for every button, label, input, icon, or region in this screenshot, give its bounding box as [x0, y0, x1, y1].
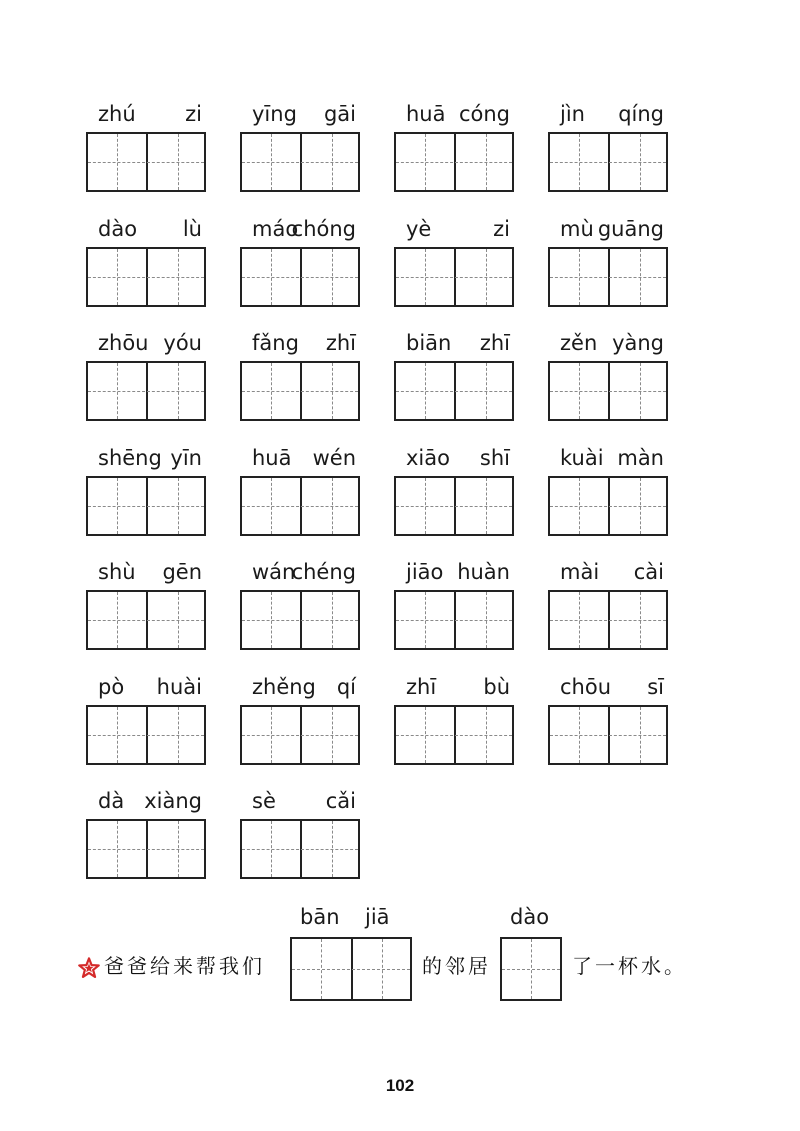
pinyin-syllable-2: bù: [483, 675, 510, 699]
answer-box[interactable]: [86, 132, 206, 192]
pinyin-syllable-2: huài: [156, 675, 202, 699]
pinyin-syllable-1: jìn: [560, 102, 585, 126]
pinyin-label: [394, 442, 518, 476]
pinyin-syllable-2: yàng: [612, 331, 664, 355]
answer-box[interactable]: [394, 705, 514, 765]
pinyin-syllable-2: zhī: [325, 331, 356, 355]
pinyin-syllable-1: shēng: [98, 446, 162, 470]
answer-box[interactable]: [240, 132, 360, 192]
pinyin-syllable-1: máo: [252, 217, 299, 241]
answer-box[interactable]: [394, 590, 514, 650]
pinyin-label: [86, 213, 210, 247]
pinyin-syllable-1: sè: [252, 789, 276, 813]
pinyin-syllable-2: cóng: [458, 102, 510, 126]
blank1-pinyin-2: jiā: [365, 905, 390, 929]
pinyin-syllable-2: chóng: [291, 217, 356, 241]
answer-box[interactable]: [548, 132, 668, 192]
pinyin-syllable-1: zhú: [98, 102, 136, 126]
sentence-part-1: 爸爸给来帮我们: [104, 954, 265, 978]
pinyin-syllable-2: qíng: [618, 102, 664, 126]
pinyin-syllable-1: jiāo: [406, 560, 444, 584]
pinyin-syllable-1: shù: [98, 560, 136, 584]
answer-box-two-characters[interactable]: [290, 937, 412, 1001]
pinyin-syllable-1: mù: [560, 217, 594, 241]
pinyin-syllable-2: gāi: [323, 102, 356, 126]
pinyin-syllable-1: pò: [98, 675, 125, 699]
pinyin-label: [86, 556, 210, 590]
pinyin-syllable-1: mài: [560, 560, 600, 584]
answer-box[interactable]: [548, 476, 668, 536]
pinyin-syllable-2: lù: [182, 217, 202, 241]
pinyin-syllable-1: wán: [252, 560, 296, 584]
answer-box-one-character[interactable]: [500, 937, 562, 1001]
answer-box[interactable]: [86, 247, 206, 307]
pinyin-label: [548, 213, 672, 247]
red-star-icon: [78, 957, 100, 979]
answer-box[interactable]: [86, 361, 206, 421]
pinyin-syllable-2: gēn: [162, 560, 202, 584]
pinyin-label: [86, 785, 210, 819]
answer-box[interactable]: [394, 247, 514, 307]
pinyin-syllable-1: chōu: [560, 675, 612, 699]
pinyin-syllable-2: guāng: [597, 217, 664, 241]
pinyin-label: [394, 327, 518, 361]
answer-box[interactable]: [240, 361, 360, 421]
answer-box[interactable]: [394, 476, 514, 536]
pinyin-syllable-2: cài: [633, 560, 664, 584]
pinyin-label: [548, 327, 672, 361]
sentence-part-3: 了一杯水。: [572, 954, 687, 978]
pinyin-syllable-1: dào: [98, 217, 138, 241]
pinyin-label: [394, 556, 518, 590]
pinyin-label: [548, 442, 672, 476]
pinyin-label: [240, 213, 364, 247]
pinyin-syllable-1: xiāo: [406, 446, 450, 470]
pinyin-label: [240, 785, 364, 819]
pinyin-label: [240, 327, 364, 361]
page-number: 102: [385, 1076, 415, 1095]
fill-in-sentence: [78, 905, 718, 1015]
pinyin-label: [240, 442, 364, 476]
pinyin-syllable-2: zhī: [479, 331, 510, 355]
pinyin-label: [548, 556, 672, 590]
answer-box[interactable]: [548, 247, 668, 307]
answer-box[interactable]: [240, 819, 360, 879]
pinyin-syllable-2: qí: [336, 675, 356, 699]
pinyin-syllable-2: chéng: [291, 560, 356, 584]
pinyin-syllable-2: sī: [647, 675, 664, 699]
answer-box[interactable]: [86, 476, 206, 536]
answer-box[interactable]: [240, 705, 360, 765]
answer-box[interactable]: [240, 247, 360, 307]
pinyin-syllable-1: biān: [406, 331, 452, 355]
pinyin-syllable-2: huàn: [457, 560, 510, 584]
answer-box[interactable]: [240, 590, 360, 650]
sentence-part-2: 的邻居: [422, 954, 491, 978]
pinyin-label: [86, 98, 210, 132]
pinyin-syllable-2: cǎi: [325, 789, 356, 813]
answer-box[interactable]: [394, 361, 514, 421]
pinyin-label: [394, 671, 518, 705]
pinyin-syllable-1: zhī: [406, 675, 437, 699]
pinyin-label: [86, 671, 210, 705]
pinyin-syllable-1: zěn: [560, 331, 598, 355]
pinyin-syllable-2: xiàng: [144, 789, 202, 813]
pinyin-syllable-1: dà: [98, 789, 125, 813]
pinyin-syllable-2: màn: [617, 446, 664, 470]
pinyin-syllable-1: zhōu: [98, 331, 149, 355]
pinyin-label: [394, 213, 518, 247]
pinyin-label: [394, 98, 518, 132]
pinyin-label: [548, 671, 672, 705]
answer-box[interactable]: [548, 590, 668, 650]
pinyin-syllable-2: shī: [479, 446, 510, 470]
pinyin-syllable-1: huā: [252, 446, 292, 470]
pinyin-syllable-2: zi: [493, 217, 510, 241]
pinyin-label: [86, 442, 210, 476]
pinyin-syllable-2: yóu: [163, 331, 202, 355]
pinyin-syllable-1: fǎng: [252, 331, 299, 355]
answer-box[interactable]: [394, 132, 514, 192]
blank1-pinyin-1: bān: [300, 905, 340, 929]
pinyin-syllable-1: yè: [406, 217, 432, 241]
pinyin-syllable-1: kuài: [560, 446, 604, 470]
pinyin-syllable-1: yīng: [252, 102, 297, 126]
pinyin-syllable-2: wén: [312, 446, 356, 470]
pinyin-syllable-2: yīn: [170, 446, 202, 470]
answer-box[interactable]: [86, 819, 206, 879]
pinyin-label: [240, 556, 364, 590]
answer-box[interactable]: [240, 476, 360, 536]
pinyin-syllable-1: zhěng: [252, 675, 316, 699]
answer-box[interactable]: [86, 590, 206, 650]
pinyin-label: [86, 327, 210, 361]
pinyin-label: [240, 98, 364, 132]
pinyin-syllable-1: huā: [406, 102, 446, 126]
answer-box[interactable]: [548, 361, 668, 421]
pinyin-syllable-2: zi: [185, 102, 202, 126]
blank2-pinyin: dào: [510, 905, 550, 929]
answer-box[interactable]: [548, 705, 668, 765]
answer-box[interactable]: [86, 705, 206, 765]
pinyin-label: [548, 98, 672, 132]
pinyin-label: [240, 671, 364, 705]
